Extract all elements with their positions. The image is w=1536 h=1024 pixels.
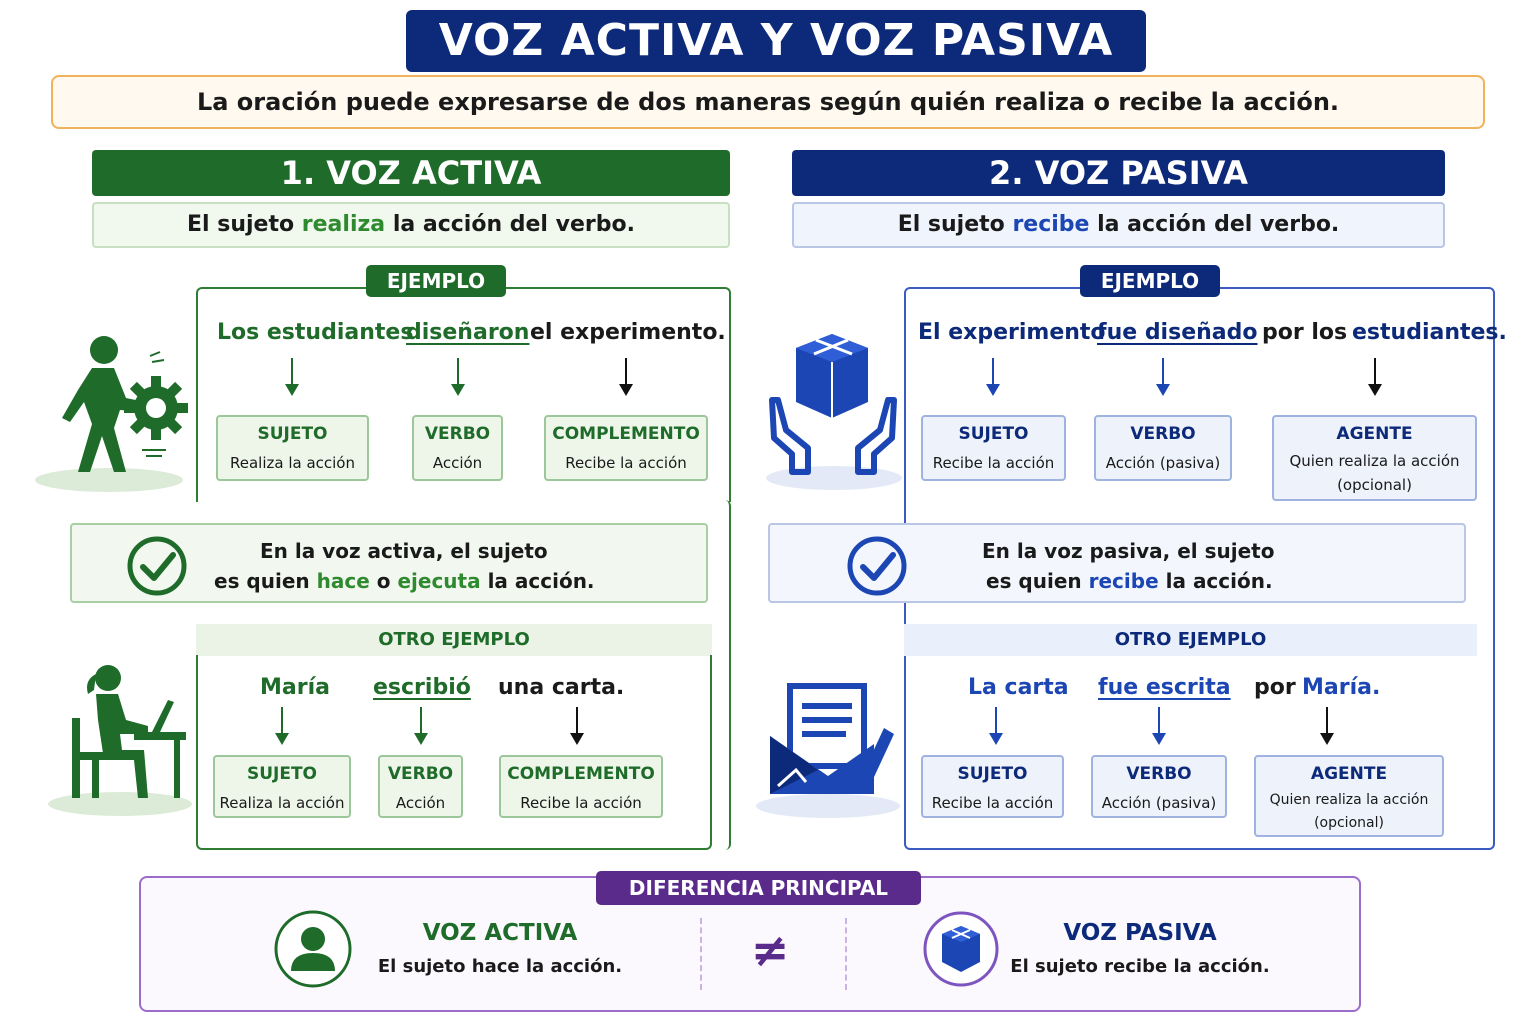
difference-passive-title: VOZ PASIVA — [1063, 920, 1217, 946]
box-title: VERBO — [424, 424, 491, 444]
active-box-subject — [216, 415, 369, 481]
envelope-letter-pen-icon — [756, 680, 902, 820]
passive-other-box-agent — [1254, 755, 1444, 837]
def-keyword: realiza — [301, 212, 386, 237]
def-keyword: recibe — [1012, 212, 1090, 237]
note-text: o — [376, 569, 391, 593]
box-desc: Realiza la acción — [219, 794, 345, 812]
not-equal-symbol: ≠ — [750, 923, 790, 977]
note-text: la acción. — [487, 569, 595, 593]
difference-active-title: VOZ ACTIVA — [422, 920, 578, 946]
box-title: AGENTE — [1336, 424, 1413, 444]
passive-agent: estudiantes. — [1352, 320, 1507, 345]
arrow-down-icon — [625, 358, 627, 392]
box-desc: Recibe la acción — [931, 794, 1054, 812]
arrow-down-icon — [576, 707, 578, 741]
divider — [845, 918, 847, 990]
note-text: es quien — [214, 569, 310, 593]
intro-banner: La oración puede expresarse de dos maneras según quién realiza o recibe la acción. — [51, 75, 1485, 129]
page-title: VOZ ACTIVA Y VOZ PASIVA — [406, 10, 1146, 72]
def-text: la acción del verbo. — [1097, 212, 1340, 237]
active-heading: 1. VOZ ACTIVA — [92, 150, 730, 196]
passive-box-verb — [1094, 415, 1232, 481]
passive-other-por: por — [1254, 675, 1296, 700]
active-other-box-verb — [378, 755, 463, 818]
note-line — [214, 566, 595, 596]
difference-passive-desc: El sujeto recibe la acción. — [1010, 956, 1270, 977]
box-desc: Quien realiza la acción — [1269, 792, 1429, 808]
box-desc: (opcional) — [1337, 476, 1412, 494]
box-desc: Acción (pasiva) — [1105, 454, 1221, 472]
passive-box-agent — [1272, 415, 1477, 501]
passive-other-subject: La carta — [968, 675, 1069, 700]
box-title: SUJETO — [958, 424, 1029, 444]
active-box-verb — [412, 415, 503, 481]
box-desc: Acción (pasiva) — [1101, 794, 1217, 812]
passive-other-agent: María. — [1302, 675, 1381, 700]
passive-definition — [792, 202, 1445, 248]
box-title: SUJETO — [246, 764, 318, 784]
box-desc: Quien realiza la acción — [1289, 452, 1460, 470]
box-title: SUJETO — [257, 424, 328, 444]
active-other-verb: escribió — [373, 675, 471, 700]
active-verb: diseñaron — [406, 320, 530, 345]
arrow-down-icon — [291, 358, 293, 392]
active-other-label: OTRO EJEMPLO — [196, 624, 712, 656]
hands-holding-box-icon — [764, 330, 902, 492]
passive-heading: 2. VOZ PASIVA — [792, 150, 1445, 196]
person-icon — [273, 909, 353, 989]
arrow-down-icon — [1374, 358, 1376, 392]
arrow-down-icon — [281, 707, 283, 741]
divider — [700, 918, 702, 990]
passive-subject: El experimento — [918, 320, 1106, 345]
active-note — [70, 523, 708, 603]
difference-label: DIFERENCIA PRINCIPAL — [596, 871, 921, 905]
note-keyword: ejecuta — [397, 569, 481, 593]
active-other-box-subject — [213, 755, 351, 818]
active-rest: el experimento. — [530, 320, 726, 345]
box-desc: Recibe la acción — [932, 454, 1055, 472]
box-title: VERBO — [387, 764, 454, 784]
def-text: la acción del verbo. — [392, 212, 635, 237]
active-definition — [92, 202, 730, 248]
box-desc: Realiza la acción — [229, 454, 355, 472]
arrow-down-icon — [457, 358, 459, 392]
difference-active-desc: El sujeto hace la acción. — [377, 956, 623, 977]
arrow-down-icon — [1326, 707, 1328, 741]
passive-box-subject — [921, 415, 1066, 481]
box-desc: Recibe la acción — [520, 794, 642, 812]
active-example-pill: EJEMPLO — [366, 265, 506, 297]
note-text: la acción. — [1165, 569, 1273, 593]
passive-other-box-subject — [921, 755, 1064, 818]
active-other-subject: María — [260, 675, 330, 700]
note-line: En la voz pasiva, el sujeto — [982, 539, 1275, 563]
box-title: COMPLEMENTO — [507, 764, 655, 784]
note-keyword: recibe — [1088, 569, 1159, 593]
passive-other-verb: fue escrita — [1098, 675, 1231, 700]
arrow-down-icon — [995, 707, 997, 741]
box-desc: Acción — [432, 454, 483, 472]
check-circle-icon — [846, 535, 908, 597]
passive-por: por los — [1262, 320, 1348, 345]
note-line: En la voz activa, el sujeto — [260, 539, 548, 563]
box-title: VERBO — [1130, 424, 1196, 444]
box-title: VERBO — [1126, 764, 1192, 784]
passive-note — [768, 523, 1466, 603]
box-title: AGENTE — [1310, 764, 1388, 784]
arrow-down-icon — [992, 358, 994, 392]
person-at-laptop-icon — [48, 660, 194, 820]
check-circle-icon — [126, 535, 188, 597]
note-line — [986, 566, 1273, 596]
def-text: El sujeto — [187, 212, 295, 237]
active-panel-edge — [712, 500, 731, 850]
arrow-down-icon — [1162, 358, 1164, 392]
passive-other-box-verb — [1091, 755, 1227, 818]
active-other-rest: una carta. — [498, 675, 625, 700]
box-desc: Recibe la acción — [565, 454, 687, 472]
arrow-down-icon — [420, 707, 422, 741]
arrow-down-icon — [1158, 707, 1160, 741]
note-keyword: hace — [316, 569, 370, 593]
box-desc: (opcional) — [1314, 815, 1384, 831]
def-text: El sujeto — [897, 212, 1005, 237]
active-subject: Los estudiantes — [217, 320, 414, 345]
passive-verb: fue diseñado — [1097, 320, 1258, 345]
box-title: SUJETO — [957, 764, 1028, 784]
box-desc: Acción — [395, 794, 446, 812]
box-icon — [922, 910, 1000, 988]
active-other-box-complement — [499, 755, 663, 818]
passive-other-label: OTRO EJEMPLO — [904, 624, 1477, 656]
note-text: es quien — [986, 569, 1082, 593]
box-title: COMPLEMENTO — [552, 424, 700, 444]
active-box-complement — [544, 415, 708, 481]
person-pushing-gear-icon — [34, 332, 194, 494]
passive-example-pill: EJEMPLO — [1080, 265, 1220, 297]
